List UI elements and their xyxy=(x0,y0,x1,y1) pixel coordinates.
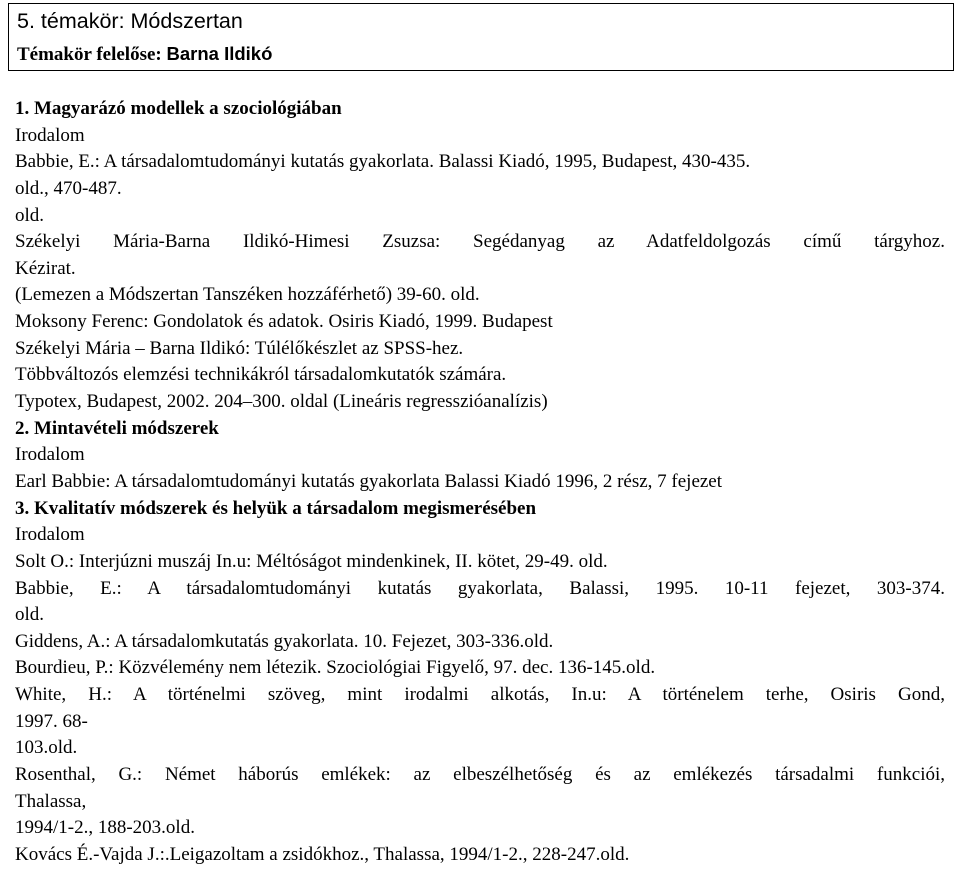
reference-line: Kovács É.-Vajda J.:.Leigazoltam a zsidókhoz., Thalassa, 1994/1-2., 228-247.old. xyxy=(15,843,630,865)
reference-line: Irodalom xyxy=(15,524,85,546)
topic-header-box xyxy=(8,3,954,71)
reference-line: Irodalom xyxy=(15,444,85,466)
reference-line: Többváltozós elemzési technikákról társadalomkutatók számára. xyxy=(15,364,507,386)
reference-line: Giddens, A.: A társadalomkutatás gyakorlata. 10. Fejezet, 303-336.old. xyxy=(15,630,554,652)
reference-line: Rosenthal, G.: Német háborús emlékek: az elbeszélhetőség és az emlékezés társadalmi funkciói, xyxy=(15,764,945,786)
reference-line: Typotex, Budapest, 2002. 204–300. oldal (Lineáris regresszióanalízis) xyxy=(15,391,548,413)
reference-line: White, H.: A történelmi szöveg, mint irodalmi alkotás, In.u: A történelem terhe, Osiris Gond, xyxy=(15,684,945,706)
reference-line: Székelyi Mária-Barna Ildikó-Himesi Zsuzsa: Segédanyag az Adatfeldolgozás című tárgyhoz. xyxy=(15,231,945,253)
section-heading: 3. Kvalitatív módszerek és helyük a társadalom megismerésében xyxy=(15,497,537,519)
reference-line: Moksony Ferenc: Gondolatok és adatok. Osiris Kiadó, 1999. Budapest xyxy=(15,311,553,333)
reference-line: Babbie, E.: A társadalomtudományi kutatás gyakorlata. Balassi Kiadó, 1995, Budapest, 430-435. xyxy=(15,151,751,173)
reference-line: Earl Babbie: A társadalomtudományi kutatás gyakorlata Balassi Kiadó 1996, 2 rész, 7 fejezet xyxy=(15,470,723,492)
reference-line: Solt O.: Interjúzni muszáj In.u: Méltóságot mindenkinek, II. kötet, 29-49. old. xyxy=(15,550,608,572)
reference-line: (Lemezen a Módszertan Tanszéken hozzáférhető) 39-60. old. xyxy=(15,284,480,306)
reference-line: Irodalom xyxy=(15,124,85,146)
reference-line: 1997. 68- xyxy=(15,710,88,732)
reference-line: 1994/1-2., 188-203.old. xyxy=(15,817,195,839)
responsible-name: Barna Ildikó xyxy=(166,43,273,64)
reference-line: old. xyxy=(15,604,45,626)
reference-line: old. xyxy=(15,204,45,226)
reading-list xyxy=(15,96,945,869)
reference-line: Kézirat. xyxy=(15,257,76,279)
responsible-label: Témakör felelőse: xyxy=(17,44,162,65)
reference-line: Thalassa, xyxy=(15,790,87,812)
reference-line: Székelyi Mária – Barna Ildikó: Túlélőkészlet az SPSS-hez. xyxy=(15,337,464,359)
reference-line: Bourdieu, P.: Közvélemény nem létezik. Szociológiai Figyelő, 97. dec. 136-145.old. xyxy=(15,657,656,679)
topic-title: 5. témakör: Módszertan xyxy=(17,9,243,33)
section-heading: 2. Mintavételi módszerek xyxy=(15,417,219,439)
reference-line: Babbie, E.: A társadalomtudományi kutatás gyakorlata, Balassi, 1995. 10-11 fejezet, 303-374. xyxy=(15,577,945,599)
topic-responsible xyxy=(17,42,272,67)
section-heading: 1. Magyarázó modellek a szociológiában xyxy=(15,98,342,119)
reference-line: old., 470-487. xyxy=(15,177,122,199)
reference-line: 103.old. xyxy=(15,737,78,759)
